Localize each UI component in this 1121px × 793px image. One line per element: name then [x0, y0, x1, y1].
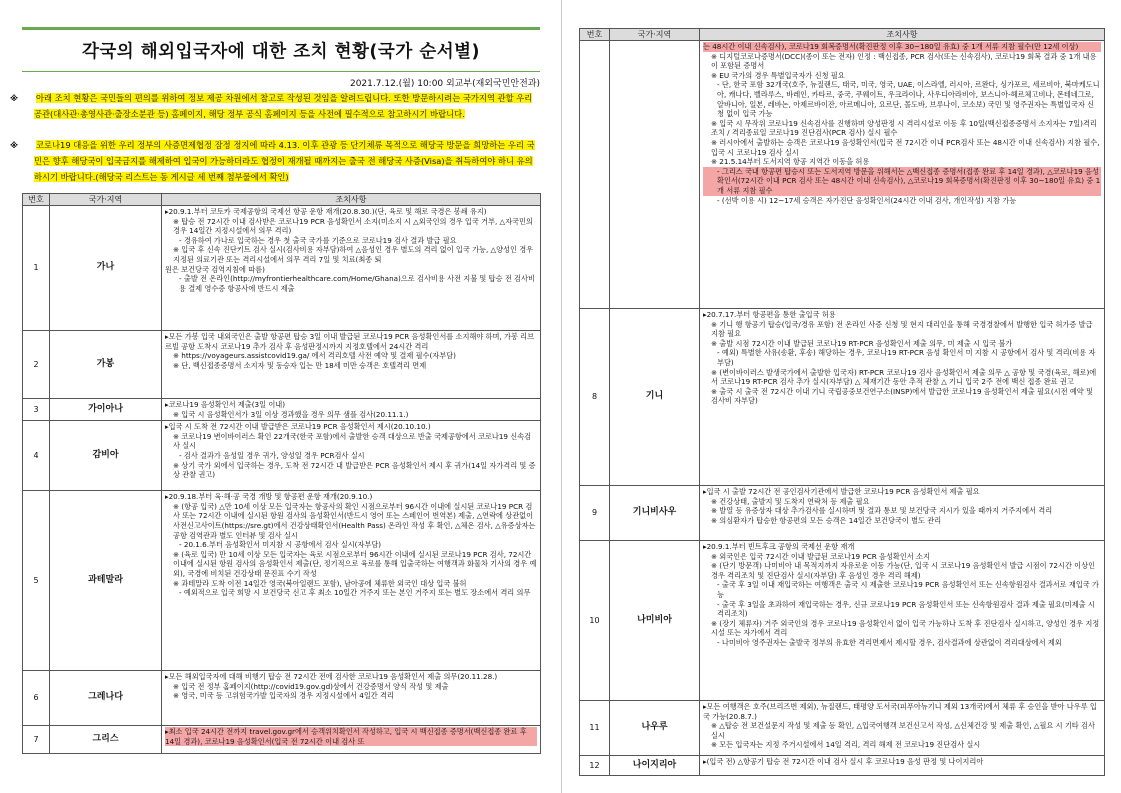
col-header-measure: 조치사항	[162, 194, 541, 206]
measure-line: ※ 외국인은 입국 72시간 이내 발급된 코로나19 PCR 음성확인서 소지	[711, 551, 930, 561]
row-number	[580, 41, 610, 309]
measures-cell	[700, 309, 1105, 486]
measure-line: ※ 입국 전 정부 홈페이지(http://covid19.gov.gd)상에서 건강증명서 양식 작성 및 제출	[173, 681, 449, 691]
measure-line: ※ 건강상태, 출발지 및 도착지 연락처 등 제출 필요	[711, 496, 870, 506]
table-row	[580, 756, 1105, 776]
measure-line: ※ 과테말라 도착 이전 14일간 영국(북아일랜드 포함), 남아공에 체류한 외국인 대상 입국 불허	[173, 578, 467, 588]
measures-cell	[162, 421, 541, 491]
measures-table-right	[579, 28, 1105, 776]
table-row	[23, 399, 541, 421]
notice-1-star: ※	[10, 93, 19, 103]
row-number: 2	[23, 331, 50, 399]
date-line: 2021.7.12.(월) 10:00 외교부(재외국민안전과)	[349, 79, 540, 89]
measure-line: ※ △탑승 전 보건설문지 작성 및 제출 등 확인, △입국여행객 보건신고서 작성, △신체건강 및 제출 확인, △필요 시 기타 검사 실시	[711, 721, 1095, 740]
measure-line: ※ 단, 백신접종증명서 소지자 및 동승자 입는 만 18세 미만 승객은 호텔격리 면제	[173, 360, 427, 370]
measure-line: ※ 출발 시점 72시간 이내 발급된 코로나19 RT-PCR 음성확인서 제출 의무, 미 제출 시 입국 불가	[711, 338, 1013, 348]
col-header-country: 국가·지역	[50, 194, 162, 206]
measure-line: - (선박 이용 시) 12~17세 승객은 자가진단 음성확인서(24시간 이내 검사, 개인작성) 지참 가능	[717, 195, 1017, 205]
page-title: 각국의 해외입국자에 대한 조치 현황(국가 순서별)	[81, 42, 481, 62]
notice-2	[10, 137, 540, 185]
row-number: 6	[23, 671, 50, 726]
measure-line: - 출발 전 온라인(http://myfrontierhealthcare.com/Home/Ghana)으로 검사비용 사전 지불 및 탑승 전 검사비용 결제 영수증 항공사에 반드시 제출	[179, 274, 535, 293]
measure-line: ※ 입국 시 무작위 코로나19 신속검사를 진행하며 양성판정 시 격리시설로 이동 후 10일(백신접종증명서 소지자는 7일)격리 조치 / 격리종료일 코로나19 진단검사(PCR 검사) 실시 필수	[711, 118, 1097, 138]
measure-line: ※ 입국 후 신속 진단키트 검사 실시(검사비용 자부담)하여 △음성인 경우 별도의 격리 없이 입국 가능, △양성인 경우 지정된 의료기관 또는 격리시설에서 의무 격리 7일 및 치료(최종 퇴	[173, 245, 534, 264]
measures-cell	[162, 331, 541, 399]
measure-line: ※ 디지털코로나증명서(DCC)(종이 또는 전자) 인정 : 백신접종, PCR 검사(또는 신속검사), 코로나19 회복 결과 중 1개 내용이 포함된 증명서	[711, 51, 1097, 71]
row-number: 12	[580, 756, 610, 776]
measure-line: ※ (변이바이러스 발생국가에서 출발한 입국자) RT-PCR 코로나19 검사 음성확인서 제출 의무 △ 공항 및 국경(육로, 해로)에서 코로나19 RT-PCR 검사 추가 실시(자부담) △ 체재기간 동안 추적 관찰 △ 기니 입국 2주 전에 백신 접종 완료 권고	[711, 367, 1097, 387]
title-box	[22, 27, 540, 72]
measure-line: ▸20.9.1.부터 코토카 국제공항의 국제선 항공 운항 재개(20.8.30.)(단, 육로 및 해로 국경은 봉쇄 유지)	[165, 207, 487, 216]
measure-line: ※ 영국, 미국 등 고위험국가발 입국자의 경우 지정시설에서 4일간 격리	[173, 691, 394, 701]
measure-line: ※ EU 국가의 경우 특별입국자가 신청 필요	[711, 70, 845, 80]
table-row	[23, 726, 541, 754]
measure-line: ※ (장기 체류자) 거주 외국인의 경우 코로나19 음성확인서 없이 입국 가능하나 도착 후 진단검사 실시하고, 양성인 경우 지정 시설 또는 자가에서 격리	[711, 618, 1100, 638]
row-number: 8	[580, 309, 610, 486]
measure-line: - 출국 후 3일 이내 재입국하는 여행객은 출국 시 제출한 코로나19 PCR 음성확인서 또는 신속항원검사 결과서로 재입국 가능	[717, 580, 1099, 599]
measures-cell	[162, 491, 541, 671]
country-name: 나이지리아	[610, 756, 700, 776]
row-number: 3	[23, 399, 50, 421]
col-header-country: 국가·지역	[610, 29, 700, 41]
measure-line: ※ (육로 입국) 만 10세 이상 모든 입국자는 육로 시점으로부터 96시간 이내에 실시된 코로나19 PCR 검사, 72시간 이내에 실시된 항원 검사의 음성확인서 제출(단, 정기적으로 육로를 통해 입출국하는 여행객과 화물차 기사의 경우 예외), 국경에 비치된 건강상태 문진표 수기 작성	[173, 549, 537, 578]
measures-cell	[162, 726, 541, 754]
measure-line: ※ (단기 방문객) 나미비아 내 목적지까지 자유로운 이동 가능(단, 입국 시 코로나19 음성확인서 발급 시점이 72시간 이상인 경우 격리조치 및 진단검사 실시(자부담) 후 음성인 경우 격리 해제)	[711, 561, 1096, 580]
measures-cell	[162, 399, 541, 421]
col-header-no: 번호	[580, 29, 610, 41]
measure-line: ※ 출국 시 출국 전 72시간 이내 기니 국립공중보건연구소(INSP)에서 발급한 코로나19 음성확인서 제출 필요(시전 예약 및 검사비 자부담)	[711, 386, 1093, 406]
table-row	[23, 421, 541, 491]
measure-line: - 나미비아 영주권자는 출발국 정부의 유효한 격리면제서 제시할 경우, 검사결과에 상관없이 격리대상에서 제외	[717, 637, 1062, 647]
country-name: 나우루	[610, 701, 700, 756]
table-header	[23, 194, 541, 206]
row-number: 4	[23, 421, 50, 491]
country-name: 나미비아	[610, 541, 700, 701]
measures-cell	[700, 701, 1105, 756]
row-number: 7	[23, 726, 50, 754]
notice-1-text: 아래 조치 현황은 국민들의 편의를 위하여 정보 제공 차원에서 참고로 작성된 것임을 알려드립니다. 또한 방문하시려는 국가지역 관할 우리 공관(대사관·총영사관·출장소분관 등) 홈페이지, 해당 정부 공식 홈페이지 등을 사전에 필수적으로 참고하시기 바랍니다.	[34, 93, 533, 119]
measure-line: ※ 탑승 전 72시간 이내 검사받은 코로나19 PCR 음성확인서 소지(미소지 시 △외국인의 경우 입국 거부, △자국민의 경우 14일간 지정시설에서 의무 격리)	[173, 216, 533, 236]
measures-cell	[700, 41, 1105, 309]
measure-line: - 검사 결과가 음성일 경우 귀가, 양성일 경우 PCR검사 실시	[179, 450, 365, 460]
row-number: 5	[23, 491, 50, 671]
row-number: 1	[23, 206, 50, 331]
table-row	[23, 671, 541, 726]
measures-cell	[700, 756, 1105, 776]
measure-line: ※ 발열 등 유증상자 대상 추가검사를 실시하며 및 결과 통보 및 보건당국 지시가 있을 때까지 거주지에서 격리	[711, 506, 1053, 516]
measure-line: ※ 의심환자가 탑승한 항공편의 모든 승객은 14일간 보건당국이 별도 관리	[711, 515, 942, 525]
measures-cell	[162, 206, 541, 331]
measure-line: - 단, 한국 포함 32개국(호주, 뉴질랜드, 태국, 미국, 영국, UAE, 이스라엘, 러시아, 르완다, 싱가포르, 세르비아, 북마케도니아, 캐나다, 벨라루스, 바레인, 카타르, 중국, 쿠웨이트, 우크라이나, 사우디아라비아, 보스니아-헤르체고비나, 몬테네그로, 알바니아, 일본, 레바논, 아제르바이잔, 아르메니아, 요르단, 몰도바, 브루나이, 코소보) 국민 및 영주권자는 특별입국자 신청 없이 입국 가능	[717, 80, 1100, 119]
measure-line: ※ 기니 행 항공기 탑승(입국/경유 포함) 전 온라인 사증 신청 및 현지 대리인을 통해 국경경찰에서 발행한 입국 허가증 발급 지참 필요	[711, 319, 1093, 339]
measure-line: - 예외) 특별한 사유(송환, 후송) 해당하는 경우, 코로나19 RT-PCR 음성 확인서 미 지참 시 공항에서 검사 및 격리(비용 자부담)	[717, 348, 1096, 367]
country-name: 과테말라	[50, 491, 162, 671]
country-name: 기니	[610, 309, 700, 486]
measure-line: ※ 입국 시 음성확인서가 3일 이상 경과했을 경우 의무 샘플 검사(20.11.1.)	[173, 409, 409, 419]
col-header-measure: 조치사항	[700, 29, 1105, 41]
col-header-no: 번호	[23, 194, 50, 206]
table-row	[580, 309, 1105, 486]
measures-cell	[700, 541, 1105, 701]
measure-line: ▸입국 시 도착 전 72시간 이내 발급받은 코로나19 PCR 음성확인서 제시(20.10.10.)	[165, 422, 431, 432]
measures-cell	[700, 486, 1105, 541]
measures-cell	[162, 671, 541, 726]
country-name: 기니비사우	[610, 486, 700, 541]
table-header	[580, 29, 1105, 41]
measure-line: ▸모든 해외입국자에 대해 비행기 탑승 전 72시간 전에 검사한 코로나19 음성확인서 제출 의무(20.11.28.)	[165, 672, 498, 682]
measure-line: - 예외적으로 입국 희망 시 보건당국 신고 후 최소 10일간 거주지 또는 본인 거주지 또는 별도 장소에서 격리 의무	[179, 588, 531, 598]
table-row	[580, 701, 1105, 756]
country-name: 가봉	[50, 331, 162, 399]
measure-line: ▸모든 여행객은 호주(브리즈번 제외), 뉴질랜드, 태평양 도서국(피푸아뉴기니 제외 13개국)에서 체류 후 승인을 받아 나우루 입국 가능(20.8.7.)	[703, 702, 1097, 721]
measure-line: - 출국 후 3일을 초과하여 재입국하는 경우, 신규 코로나19 PCR 음성확인서 또는 신속항원검사 결과 제출 필요(미제출 시 격리조치)	[717, 599, 1095, 619]
table-row	[580, 41, 1105, 309]
measure-line: ※ https://voyageurs.assistcovid19.ga/ 에서 격리호텔 사전 예약 및 결제 필수(자부담)	[173, 351, 456, 361]
measure-line: - 20.1.6.부터 음성확인서 미지참 시 공항에서 검사 실시(자부담)	[179, 540, 382, 550]
measures-table-left	[22, 193, 541, 754]
table-row	[23, 331, 541, 399]
measure-line: ※ 모든 입국자는 지정 주거시설에서 14일 격리, 격리 해제 전 코로나19 진단검사 실시	[711, 740, 981, 750]
country-name: 가이아나	[50, 399, 162, 421]
notice-2-star: ※	[10, 140, 19, 150]
measure-line: ※ 러시아에서 출발하는 승객은 코로나19 음성확인서(입국 전 72시간 이내 PCR검사 또는 48시간 이내 신속검사) 지참 필수, 입국 시 코로나19 검사 실시	[711, 137, 1100, 157]
measure-line: ▸20.9.1.부터 빈트후크 공항의 국제선 운항 재개	[703, 542, 855, 551]
notice-2-text: 코로나19 대응을 위한 우리 정부의 사증면제협정 잠정 정지에 따라 4.13. 이후 관광 등 단기체류 목적으로 해당국 방문을 희망하는 우리 국민은 향후 해당국이 입국금지를 해제하여 입국이 가능하더라도 협정이 재개될 때까지는 출국 전 해당국 사증(Visa)을 취득하여야 하니 유의하시기 바랍니다.(해당국 리스트는 동 게시글 세 번째 첨부물에서 확인)	[34, 140, 535, 182]
row-number: 9	[580, 486, 610, 541]
measure-line: 는 48시간 이내 신속검사), 코로나19 회복증명서(확진판정 이후 30~180일 유효) 중 1개 서류 지참 필수(만 12세 이상)	[703, 42, 1101, 52]
country-name	[610, 41, 700, 309]
measure-line: ※ 21.5.14부터 도서지역 항공 지역간 이동을 허용	[711, 157, 870, 167]
measure-line: ※ (항공 입국) △만 10세 이상 모든 입국자는 항공사의 확인 시점으로부터 96시간 이내에 실시된 코로나19 PCR 검사 또는 72시간 이내에 실시된 항원 검사의 음성확인서(반드시 영어 또는 스페인어 번역본) 제출, △연락에 상관없이 사전신고사이트(https://sre.gt)에서 건강상태확인서(Health Pass) 온라인 작성 후 확인, △체온 검사, △유증상자는 공항 검역관과 별도 인터뷰 및 검사 실시	[173, 501, 536, 540]
measure-line: ▸(입국 전) △항공기 탑승 전 72시간 이내 검사 실시 후 코로나19 음성 판정 및 나이지리아	[703, 757, 984, 766]
country-name: 그리스	[50, 726, 162, 754]
measure-line: - 그리스 국내 항공편 탑승시 또는 도서지역 방문을 위해서는 △백신접종 증명서(접종 완료 후 14일 경과), △코로나19 음성확인서(72시간 이내 PCR 검사 또는 48시간 이내 신속검사), △코로나19 회복증명서(확진판정 이후 30~180일 유효) 중 1개 서류 지참 필수	[703, 167, 1101, 196]
measure-line: ▸20.7.17.부터 항공편을 통한 출입국 허용	[703, 310, 836, 319]
country-name: 가나	[50, 206, 162, 331]
measure-line: ▸입국 시 출발 72시간 전 공인검사기관에서 발급한 코로나19 PCR 음성확인서 제출 필요	[703, 487, 980, 496]
measure-line: ※ 상기 국가 외에서 입국하는 경우, 도착 전 72시간 내 발급받은 PCR 음성확인서 제시 후 귀가(14일 자가격리 및 증상 관찰 권고)	[173, 460, 536, 480]
page-right	[562, 0, 1121, 793]
row-number: 10	[580, 541, 610, 701]
measure-line: ▸코로나19 음성확인서 제출(3일 이내)	[165, 400, 286, 409]
country-name: 감비아	[50, 421, 162, 491]
measure-line: ※ 코로나19 변이바이러스 확인 22개국(한국 포함)에서 출발한 승객 대상으로 반출 국제공항에서 코로나19 신속검사 실시	[173, 431, 532, 451]
measure-line: ▸최소 입국 24시간 전까지 travel.gov.gr에서 승객위치확인서 작성하고, 입국 시 백신접종 증명서(백신접종 완료 후 14일 경과), 코로나19 음성확인서(입국 전 72시간 이내 검사 또	[165, 727, 537, 746]
row-number: 11	[580, 701, 610, 756]
country-name: 그레나다	[50, 671, 162, 726]
measure-line: ▸모든 가봉 입국 내외국인은 출발 항공편 탑승 3일 이내 발급된 코로나19 PCR 음성확인서를 소지해야 하며, 가봉 리브르빌 공항 도착시 코로나19 추가 검사 후 음성판정시까지 지정호텔에서 24시간 격리	[165, 332, 535, 351]
notice-1	[10, 90, 540, 122]
table-row	[580, 541, 1105, 701]
measure-line: - 경유하여 가나로 입국하는 경우 첫 출국 국가를 기준으로 코로나19 검사 결과 발급 필요	[179, 235, 457, 245]
measure-line: 원은 보건당국 검역지침에 따름)	[165, 264, 265, 274]
table-row	[23, 491, 541, 671]
table-row	[23, 206, 541, 331]
table-row	[580, 486, 1105, 541]
measure-line: ▸20.9.18.부터 육·해·공 국경 개방 및 항공편 운항 재개(20.9.10.)	[165, 492, 373, 502]
